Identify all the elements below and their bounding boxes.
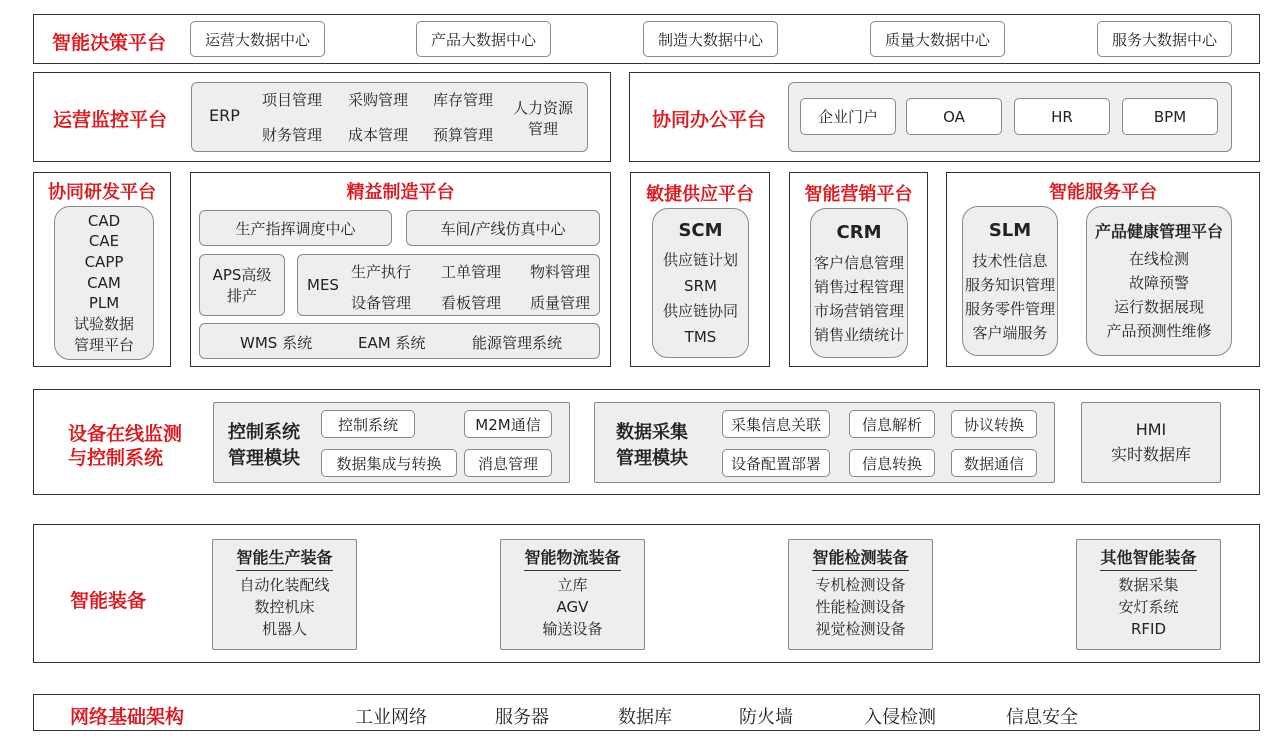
equipment-other-item-2: 安灯系统 bbox=[1118, 597, 1179, 616]
ops-item-cost: 成本管理 bbox=[348, 126, 409, 144]
mfg-dispatch-center: 生产指挥调度中心 bbox=[199, 210, 392, 246]
marketing-modules-box bbox=[810, 208, 908, 358]
mfg-mes-equipment: 设备管理 bbox=[351, 294, 412, 312]
mfg-energy-system: 能源管理系统 bbox=[472, 334, 563, 352]
mfg-eam-system: EAM 系统 bbox=[358, 334, 426, 352]
mfg-wms-system: WMS 系统 bbox=[240, 334, 313, 352]
service-health-display: 运行数据展现 bbox=[1113, 298, 1204, 317]
rnd-item-plm: PLM bbox=[88, 294, 120, 313]
mfg-mes-material: 物料管理 bbox=[530, 263, 591, 281]
equipment-production-item-3: 机器人 bbox=[261, 619, 307, 638]
service-slm-knowledge: 服务知识管理 bbox=[964, 275, 1055, 294]
ops-hr-line2: 管理 bbox=[527, 120, 558, 138]
equipment-group-inspection bbox=[788, 539, 933, 650]
rnd-item-cad: CAD bbox=[87, 211, 121, 230]
office-item-portal: 企业门户 bbox=[800, 98, 896, 135]
equipment-inspection-item-3: 视觉检测设备 bbox=[815, 619, 906, 638]
monitor-ctrl-integration: 数据集成与转换 bbox=[321, 449, 457, 477]
mfg-mes-label: MES bbox=[307, 276, 339, 294]
monitor-ctrl-message: 消息管理 bbox=[464, 449, 552, 477]
mfg-aps-line2: 排产 bbox=[226, 287, 257, 305]
equipment-title: 智能装备 bbox=[70, 590, 147, 612]
marketing-item-process: 销售过程管理 bbox=[813, 277, 904, 296]
equipment-group-logistics bbox=[500, 539, 645, 650]
office-item-bpm: BPM bbox=[1122, 98, 1218, 135]
equipment-other-head: 其他智能装备 bbox=[1100, 546, 1196, 571]
service-health-warning: 故障预警 bbox=[1128, 274, 1189, 293]
rnd-item-platform: 管理平台 bbox=[73, 335, 134, 354]
supply-item-srm: SRM bbox=[684, 276, 717, 295]
ops-item-hr bbox=[508, 96, 578, 140]
monitor-acq-line1: 数据采集 bbox=[616, 422, 688, 443]
equipment-group-other bbox=[1076, 539, 1221, 650]
mfg-mes-exec: 生产执行 bbox=[351, 263, 412, 281]
equipment-group-production bbox=[212, 539, 357, 650]
monitor-acq-parsing: 信息解析 bbox=[849, 410, 935, 438]
rnd-platform-title: 协同研发平台 bbox=[48, 182, 156, 203]
monitor-realtime-db-label: 实时数据库 bbox=[1110, 444, 1191, 464]
service-health-box bbox=[1086, 206, 1232, 356]
marketing-item-customer: 客户信息管理 bbox=[813, 253, 904, 272]
network-item-database: 数据库 bbox=[618, 707, 672, 728]
marketing-item-market: 市场营销管理 bbox=[813, 301, 904, 320]
mfg-simulation-center: 车间/产线仿真中心 bbox=[406, 210, 600, 246]
decision-item-service-bigdata: 服务大数据中心 bbox=[1097, 21, 1232, 57]
decision-item-ops-bigdata: 运营大数据中心 bbox=[190, 21, 325, 57]
service-slm-client: 客户端服务 bbox=[972, 323, 1048, 342]
monitor-title-line1: 设备在线监测 bbox=[68, 423, 183, 445]
ops-platform-title: 运营监控平台 bbox=[53, 109, 168, 131]
mfg-platform-title: 精益制造平台 bbox=[346, 182, 455, 203]
marketing-platform-title: 智能营销平台 bbox=[804, 184, 913, 205]
equipment-production-item-2: 数控机床 bbox=[254, 597, 315, 616]
network-item-security: 信息安全 bbox=[1006, 707, 1078, 728]
rnd-item-cae: CAE bbox=[88, 232, 120, 251]
monitor-acq-association: 采集信息关联 bbox=[722, 410, 830, 438]
monitor-control-module-title bbox=[228, 420, 300, 472]
decision-item-quality-bigdata: 质量大数据中心 bbox=[870, 21, 1005, 57]
monitor-acq-line2: 管理模块 bbox=[616, 448, 688, 470]
monitor-title-line2: 与控制系统 bbox=[68, 446, 164, 469]
marketing-item-stats: 销售业绩统计 bbox=[813, 325, 904, 344]
monitor-ctrl-m2m: M2M通信 bbox=[464, 410, 552, 438]
mfg-aps-line1: APS高级 bbox=[212, 266, 272, 284]
mfg-mes-quality: 质量管理 bbox=[530, 294, 591, 312]
service-health-predictive: 产品预测性维修 bbox=[1106, 322, 1212, 341]
ops-item-purchase: 采购管理 bbox=[348, 91, 409, 109]
network-item-firewall: 防火墙 bbox=[739, 707, 793, 728]
mfg-mes-workorder: 工单管理 bbox=[441, 263, 502, 281]
monitor-system-title bbox=[68, 423, 182, 471]
equipment-logistics-item-1: 立库 bbox=[557, 576, 588, 595]
monitor-acq-config: 设备配置部署 bbox=[722, 449, 830, 477]
service-health-online: 在线检测 bbox=[1128, 250, 1189, 269]
equipment-other-item-3: RFID bbox=[1130, 619, 1167, 638]
supply-modules-box bbox=[652, 208, 749, 358]
service-slm-box bbox=[962, 206, 1058, 356]
network-item-server: 服务器 bbox=[495, 707, 549, 728]
rnd-item-capp: CAPP bbox=[84, 252, 124, 271]
office-platform-title: 协同办公平台 bbox=[652, 109, 767, 131]
supply-item-tms: TMS bbox=[684, 327, 717, 346]
rnd-item-testdata: 试验数据 bbox=[73, 315, 134, 334]
monitor-control-line2: 管理模块 bbox=[228, 448, 300, 470]
service-slm-techinfo: 技术性信息 bbox=[972, 251, 1048, 270]
service-slm-parts: 服务零件管理 bbox=[964, 299, 1055, 318]
network-item-intrusion: 入侵检测 bbox=[864, 707, 936, 728]
equipment-inspection-head: 智能检测装备 bbox=[812, 546, 908, 571]
equipment-inspection-item-2: 性能检测设备 bbox=[815, 597, 906, 616]
equipment-logistics-head: 智能物流装备 bbox=[524, 546, 620, 571]
rnd-item-cam: CAM bbox=[87, 273, 121, 292]
ops-erp-label: ERP bbox=[209, 106, 240, 125]
network-title: 网络基础架构 bbox=[70, 706, 185, 728]
monitor-hmi-box bbox=[1081, 402, 1221, 483]
monitor-ctrl-system: 控制系统 bbox=[321, 410, 415, 438]
ops-item-project: 项目管理 bbox=[262, 91, 323, 109]
decision-platform-title: 智能决策平台 bbox=[52, 32, 167, 54]
supply-scm-head: SCM bbox=[678, 219, 723, 241]
rnd-modules-box bbox=[54, 206, 154, 360]
equipment-inspection-item-1: 专机检测设备 bbox=[815, 576, 906, 595]
supply-item-plan: 供应链计划 bbox=[662, 251, 738, 270]
supply-platform-title: 敏捷供应平台 bbox=[646, 184, 754, 205]
supply-item-collab: 供应链协同 bbox=[662, 302, 738, 321]
equipment-other-item-1: 数据采集 bbox=[1118, 576, 1179, 595]
monitor-acq-communication: 数据通信 bbox=[951, 449, 1037, 477]
ops-item-inventory: 库存管理 bbox=[433, 91, 494, 109]
mfg-mes-kanban: 看板管理 bbox=[441, 294, 502, 312]
office-item-oa: OA bbox=[906, 98, 1002, 135]
decision-item-product-bigdata: 产品大数据中心 bbox=[416, 21, 551, 57]
equipment-logistics-item-3: 输送设备 bbox=[542, 619, 603, 638]
decision-item-mfg-bigdata: 制造大数据中心 bbox=[643, 21, 778, 57]
monitor-acquisition-module-title bbox=[616, 420, 688, 472]
equipment-production-item-1: 自动化装配线 bbox=[239, 576, 330, 595]
ops-item-budget: 预算管理 bbox=[433, 126, 494, 144]
service-platform-title: 智能服务平台 bbox=[1049, 182, 1157, 203]
marketing-crm-head: CRM bbox=[836, 222, 882, 244]
equipment-logistics-item-2: AGV bbox=[556, 597, 589, 616]
equipment-production-head: 智能生产装备 bbox=[236, 546, 332, 571]
office-item-hr: HR bbox=[1014, 98, 1110, 135]
network-item-industrial: 工业网络 bbox=[355, 707, 427, 728]
mfg-aps-box bbox=[199, 254, 285, 316]
monitor-acq-conversion: 信息转换 bbox=[849, 449, 935, 477]
monitor-control-line1: 控制系统 bbox=[228, 422, 300, 443]
monitor-hmi-label: HMI bbox=[1135, 419, 1167, 439]
service-slm-head: SLM bbox=[988, 220, 1032, 242]
ops-hr-line1: 人力资源 bbox=[512, 99, 573, 117]
service-health-head: 产品健康管理平台 bbox=[1094, 221, 1223, 241]
monitor-acq-protocol: 协议转换 bbox=[951, 410, 1037, 438]
ops-item-finance: 财务管理 bbox=[262, 126, 323, 144]
